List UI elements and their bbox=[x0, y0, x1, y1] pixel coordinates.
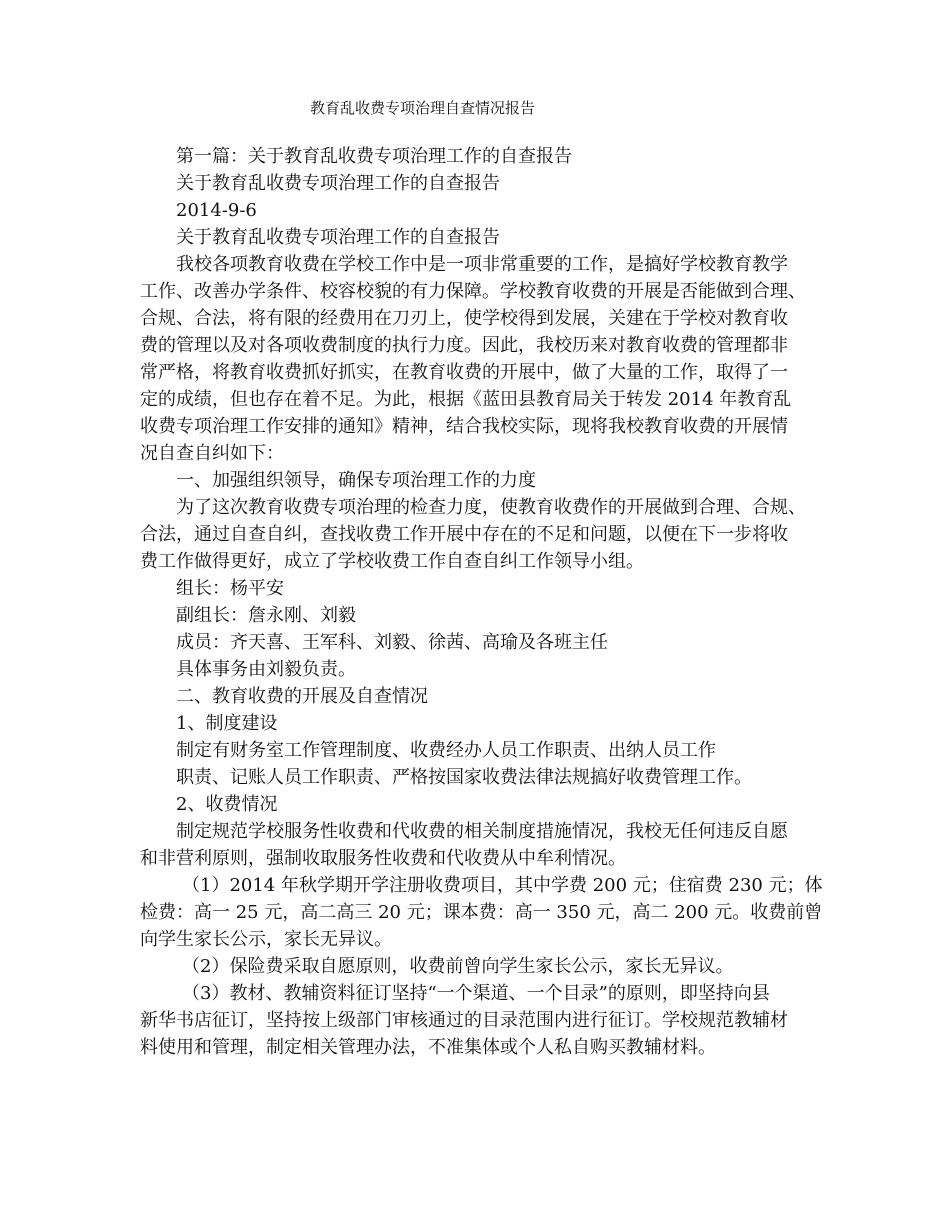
paragraph-line: 收费专项治理工作安排的通知》精神，结合我校实际，现将我校教育收费的开展情 bbox=[140, 416, 788, 437]
paragraph-line: 检费：高一 25 元，高二高三 20 元；课本费：高一 350 元，高二 200 元。收费前曾 bbox=[140, 902, 823, 923]
paragraph-line: 况自查自纠如下： bbox=[140, 443, 284, 464]
list-item-line: （1）2014 年秋学期开学注册收费项目，其中学费 200 元；住宿费 230 元；体 bbox=[182, 875, 823, 896]
paragraph-line: 费工作做得更好，成立了学校收费工作自查自纠工作领导小组。 bbox=[140, 551, 644, 572]
section-heading: 二、教育收费的开展及自查情况 bbox=[176, 686, 428, 707]
paragraph-line: 工作、改善办学条件、校容校貌的有力保障。学校教育收费的开展是否能做到合理、 bbox=[140, 281, 806, 302]
paragraph-line: 我校各项教育收费在学校工作中是一项非常重要的工作，是搞好学校教育教学 bbox=[176, 254, 788, 275]
list-item-line: （2）保险费采取自愿原则，收费前曾向学生家长公示，家长无异议。 bbox=[182, 956, 734, 977]
document-body bbox=[140, 143, 823, 1061]
paragraph-line: 常严格，将教育收费抓好抓实，在教育收费的开展中，做了大量的工作，取得了一 bbox=[140, 362, 788, 383]
responsible-line: 具体事务由刘毅负责。 bbox=[176, 659, 356, 680]
paragraph-line: 合规、合法，将有限的经费用在刀刃上，使学校得到发展，关建在于学校对教育收 bbox=[140, 308, 788, 329]
list-item-line: （3）教材、教辅资料征订坚持“一个渠道、一个目录”的原则，即坚持向县 bbox=[182, 983, 770, 1004]
paragraph-line: 和非营利原则，强制收取服务性收费和代收费从中牟利情况。 bbox=[140, 848, 626, 869]
paragraph-line: 制定有财务室工作管理制度、收费经办人员工作职责、出纳人员工作 bbox=[176, 740, 716, 761]
paragraph-line: 费的管理以及对各项收费制度的执行力度。因此，我校历来对教育收费的管理都非 bbox=[140, 335, 788, 356]
section-heading: 一、加强组织领导，确保专项治理工作的力度 bbox=[176, 470, 536, 491]
paragraph-line: 向学生家长公示，家长无异议。 bbox=[140, 929, 392, 950]
paragraph-line: 合法，通过自查自纠，查找收费工作开展中存在的不足和问题，以便在下一步将收 bbox=[140, 524, 788, 545]
report-title: 关于教育乱收费专项治理工作的自查报告 bbox=[176, 173, 500, 194]
report-date: 2014-9-6 bbox=[176, 200, 257, 221]
subsection-heading: 2、收费情况 bbox=[176, 794, 278, 815]
members-line: 成员：齐天喜、王军科、刘毅、徐茜、高瑜及各班主任 bbox=[176, 632, 608, 653]
paragraph-line: 定的成绩，但也存在着不足。为此，根据《蓝田县教育局关于转发 2014 年教育乱 bbox=[140, 389, 792, 410]
paragraph-line: 料使用和管理，制定相关管理办法，不准集体或个人私自购买教辅材料。 bbox=[140, 1037, 716, 1058]
paragraph-line: 为了这次教育收费专项治理的检查力度，使教育收费作的开展做到合理、合规、 bbox=[176, 497, 806, 518]
paragraph-line: 制定规范学校服务性收费和代收费的相关制度措施情况，我校无任何违反自愿 bbox=[176, 821, 788, 842]
group-leader-line: 组长：杨平安 bbox=[176, 578, 284, 599]
report-title-repeat: 关于教育乱收费专项治理工作的自查报告 bbox=[176, 227, 500, 248]
paragraph-line: 新华书店征订，坚持按上级部门审核通过的目录范围内进行征订。学校规范教辅材 bbox=[140, 1010, 788, 1031]
subsection-heading: 1、制度建设 bbox=[176, 713, 278, 734]
chapter-heading: 第一篇：关于教育乱收费专项治理工作的自查报告 bbox=[176, 146, 572, 167]
document-title: 教育乱收费专项治理自查情况报告 bbox=[310, 99, 536, 117]
paragraph-line: 职责、记账人员工作职责、严格按国家收费法律法规搞好收费管理工作。 bbox=[176, 767, 752, 788]
deputy-leader-line: 副组长：詹永刚、刘毅 bbox=[176, 605, 356, 626]
